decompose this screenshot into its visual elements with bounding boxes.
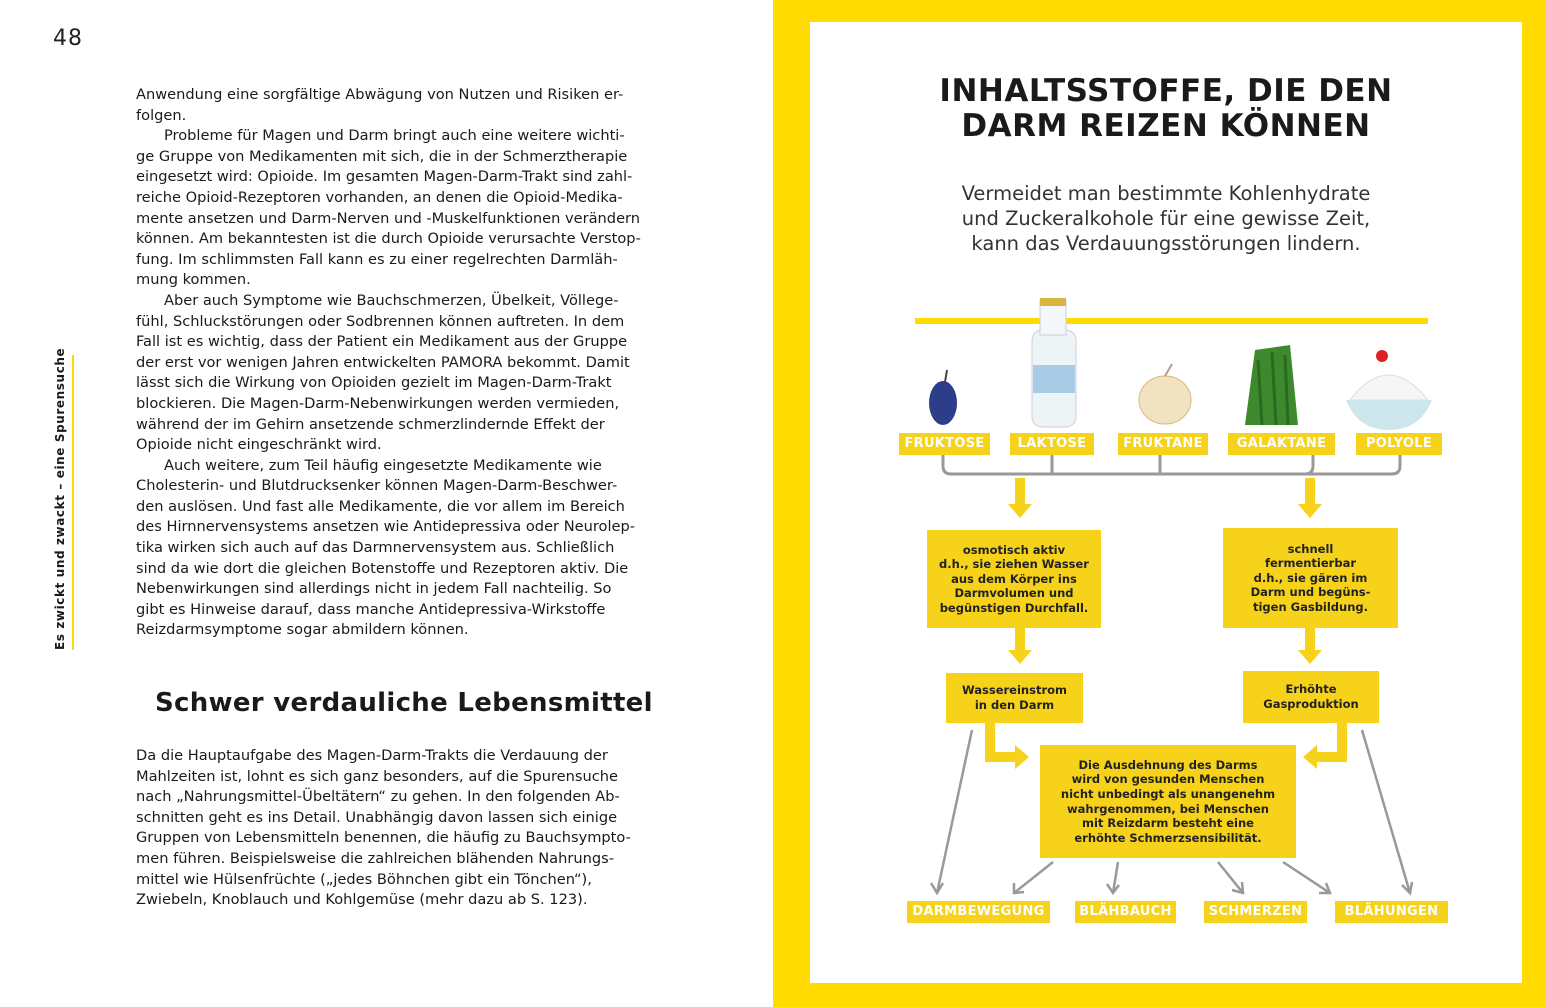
text-line: Auch weitere, zum Teil häufig eingesetzte Medikamente wie (164, 456, 602, 474)
box-line: schnell (1287, 541, 1334, 556)
text-line: Cholesterin- und Blutdrucksenker können Magen-Darm-Beschwer- (136, 477, 618, 495)
milk-bottle-icon (1032, 298, 1076, 427)
text-line: fühl, Schluckstörungen oder Sodbrennen können auftreten. In dem (136, 312, 625, 330)
text-line: Zwiebeln, Knoblauch und Kohlgemüse (mehr dazu ab S. 123). (136, 891, 588, 909)
box-line: Gasproduktion (1263, 697, 1359, 711)
box-line: Die Ausdehnung des Darms (1078, 757, 1258, 772)
box-line: Wassereinstrom (961, 683, 1068, 698)
text-line: folgen. (136, 106, 187, 124)
text-line: Fall ist es wichtig, dass der Patient ein Medikament aus der Gruppe (136, 333, 628, 351)
title-line: INHALTSSTOFFE, DIE DEN (939, 73, 1393, 109)
box-line: in den Darm (974, 698, 1055, 712)
fermentable-box (1223, 528, 1398, 628)
text-line: ge Gruppe von Medikamenten mit sich, die in der Schmerztherapie (136, 147, 628, 165)
box-line: fermentierbar (1264, 556, 1357, 571)
text-line: Probleme für Magen und Darm bringt auch eine weitere wichti- (164, 127, 625, 145)
water-inflow-box (946, 673, 1083, 723)
text-line: während der im Gehirn ansetzende schmerzlindernde Effekt der (136, 415, 605, 433)
symptom-label: DARMBEWEGUNG (907, 901, 1050, 923)
text-line: des Hirnnervensystems ansetzen wie Antidepressiva oder Neurolep- (136, 518, 636, 536)
green-beans-icon (1245, 345, 1298, 425)
box-line: begünstigen Durchfall. (939, 600, 1089, 615)
text-line: mung kommen. (136, 271, 251, 289)
box-line: tigen Gasbildung. (1252, 599, 1369, 614)
gas-production-box (1243, 671, 1379, 723)
symptom-label: BLÄHBAUCH (1075, 901, 1176, 923)
text-line: lässt sich die Wirkung von Opioiden gezielt im Magen-Darm-Trakt (136, 374, 612, 392)
text-line: Anwendung eine sorgfältige Abwägung von Nutzen und Risiken er- (136, 86, 624, 103)
box-line: Erhöhte (1285, 682, 1337, 697)
onion-icon (1139, 364, 1191, 424)
text-line: men führen. Beispielsweise die zahlreichen blähenden Nahrungs- (136, 849, 615, 867)
text-line: den auslösen. Und fast alle Medikamente, die vor allem im Bereich (136, 497, 625, 515)
section-heading: Schwer verdauliche Lebensmittel (155, 688, 653, 718)
plum-icon (929, 370, 957, 425)
text-line: können. Am bekanntesten ist die durch Opioide verursachte Verstop- (136, 230, 641, 248)
text-line: Nebenwirkungen sind allerdings nicht in jedem Fall nachteilig. So (136, 580, 612, 598)
ice-cream-bowl-icon (1346, 350, 1432, 430)
text-line: mente ansetzen und Darm-Nerven und -Muskelfunktionen verändern (136, 209, 641, 227)
box-line: Darm und begüns- (1250, 585, 1371, 600)
box-line: aus dem Körper ins (951, 571, 1077, 586)
ingredient-label: LAKTOSE (1010, 433, 1094, 455)
page-number: 48 (53, 26, 83, 51)
text-line: tika wirken sich auch auf das Darmnervensystem aus. Schließlich (136, 539, 615, 557)
text-line: schnitten geht es ins Detail. Unabhängig davon lassen sich einige (136, 808, 618, 826)
box-line: wahrgenommen, bei Menschen (1067, 801, 1269, 816)
text-line: mittel wie Hülsenfrüchte („jedes Böhnchen gibt ein Tönchen“), (136, 870, 592, 888)
subtitle-line: Vermeidet man bestimmte Kohlenhydrate (961, 182, 1371, 205)
subtitle-line: und Zuckeralkohole für eine gewisse Zeit, (961, 207, 1371, 230)
text-line: nach „Nahrungsmittel-Übeltätern“ zu gehen. In den folgenden Ab- (136, 788, 620, 806)
box-line: wird von gesunden Menschen (1071, 772, 1265, 787)
text-line: gibt es Hinweise darauf, dass manche Antidepressiva-Wirkstoffe (136, 600, 606, 618)
box-line: d.h., sie ziehen Wasser (939, 557, 1089, 572)
text-line: Gruppen von Lebensmitteln benennen, die häufig zu Bauchsympto- (136, 829, 631, 847)
box-line: mit Reizdarm besteht eine (1082, 816, 1254, 831)
ingredient-label: FRUKTOSE (899, 433, 990, 455)
text-line: sind da wie dort die gleichen Botenstoffe und Rezeptoren aktiv. Die (136, 559, 629, 577)
text-line: Opioide nicht eingeschränkt wird. (136, 436, 382, 454)
osmotic-box (927, 530, 1101, 628)
connector-lines (943, 455, 1400, 474)
subtitle-line: kann das Verdauungsstörungen lindern. (971, 232, 1361, 255)
ingredient-label: FRUKTANE (1118, 433, 1208, 455)
title-line: DARM REIZEN KÖNNEN (961, 108, 1371, 144)
box-line: d.h., sie gären im (1253, 570, 1368, 585)
ingredient-label: POLYOLE (1356, 433, 1442, 455)
box-line: erhöhte Schmerzsensibilität. (1074, 830, 1262, 845)
text-line: Aber auch Symptome wie Bauchschmerzen, Übelkeit, Völlege- (164, 291, 619, 309)
text-line: eingesetzt wird: Opioide. Im gesamten Magen-Darm-Trakt sind zahl- (136, 168, 633, 186)
box-line: nicht unbedingt als unangenehm (1060, 786, 1276, 801)
text-line: Mahlzeiten ist, lohnt es sich ganz besonders, auf die Spurensuche (136, 767, 619, 785)
box-line: osmotisch aktiv (962, 542, 1066, 557)
distension-box (1040, 745, 1296, 858)
text-line: blockieren. Die Magen-Darm-Nebenwirkungen werden vermieden, (136, 394, 620, 412)
text-line: fung. Im schlimmsten Fall kann es zu einer regelrechten Darmläh- (136, 250, 618, 268)
ingredient-label: GALAKTANE (1228, 433, 1335, 455)
symptom-label: SCHMERZEN (1204, 901, 1307, 923)
symptom-label: BLÄHUNGEN (1335, 901, 1448, 923)
text-line: reiche Opioid-Rezeptoren vorhanden, an denen die Opioid-Medika- (136, 188, 623, 206)
text-line: der erst vor wenigen Jahren entwickelten PAMORA bekommt. Damit (136, 353, 630, 371)
text-line: Reizdarmsymptome sogar abmildern können. (136, 621, 469, 639)
running-head: Es zwickt und zwackt – eine Spurensuche (52, 355, 74, 650)
text-line: Da die Hauptaufgabe des Magen-Darm-Trakts die Verdauung der (136, 747, 608, 764)
box-line: Darmvolumen und (954, 586, 1074, 601)
